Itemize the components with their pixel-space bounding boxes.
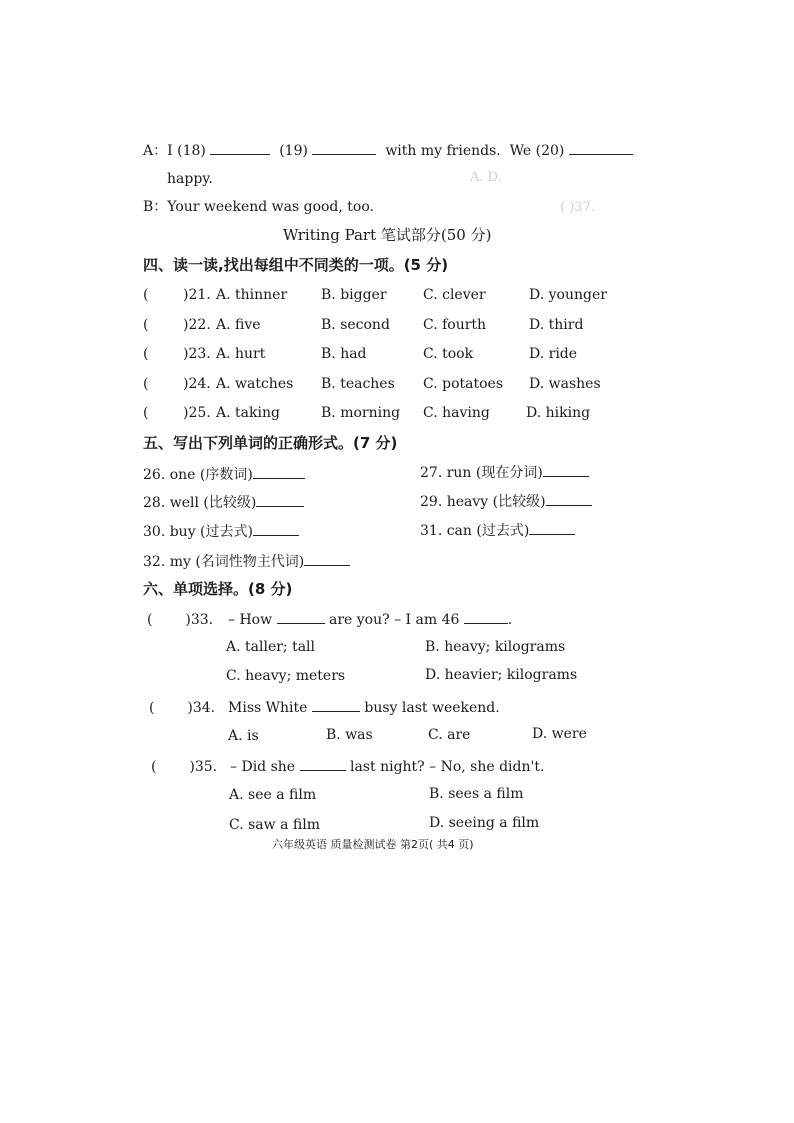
answer-paren[interactable]: ( bbox=[151, 759, 157, 775]
writing-part-title: Writing Part 笔试部分(50 分) bbox=[283, 226, 492, 244]
option-c: C. clever bbox=[423, 287, 486, 303]
option-b: B. had bbox=[321, 346, 367, 362]
option-c: C. potatoes bbox=[423, 376, 504, 392]
option-d: D. third bbox=[529, 317, 584, 333]
option-35-a: A. see a film bbox=[229, 787, 317, 803]
option-33-b: B. heavy; kilograms bbox=[425, 639, 566, 655]
option-35-d: D. seeing a film bbox=[429, 815, 540, 831]
answer-blank-31[interactable] bbox=[529, 520, 575, 535]
answer-blank-32[interactable] bbox=[304, 551, 350, 566]
option-a: A. watches bbox=[216, 376, 294, 392]
question-31 bbox=[420, 520, 575, 540]
blank-19-label: (19) bbox=[279, 143, 308, 159]
answer-blank[interactable] bbox=[464, 609, 508, 624]
answer-blank-29[interactable] bbox=[546, 491, 592, 506]
question-28-prompt: 28. well (比较级) bbox=[143, 495, 257, 511]
option-34-a: A. is bbox=[228, 728, 259, 744]
question-26 bbox=[143, 464, 305, 484]
question-33-stem-end: . bbox=[507, 612, 513, 628]
answer-paren[interactable]: ( bbox=[143, 405, 149, 421]
dialogue-b-line: B：Your weekend was good, too. bbox=[143, 199, 374, 215]
option-b: B. bigger bbox=[321, 287, 387, 303]
question-32 bbox=[143, 551, 350, 571]
question-29 bbox=[420, 491, 592, 511]
option-b: B. second bbox=[321, 317, 390, 333]
question-33-stem: – How bbox=[228, 612, 273, 628]
question-34-stem-cont: busy last weekend. bbox=[364, 700, 500, 716]
dialogue-a-line bbox=[143, 140, 633, 160]
section-6-heading: 六、单项选择。(8 分) bbox=[143, 580, 293, 598]
question-number: )22. bbox=[183, 317, 211, 333]
bleed-through-mark: ( )37. bbox=[560, 200, 595, 215]
question-number: )33. bbox=[185, 612, 214, 628]
answer-paren[interactable]: ( bbox=[143, 287, 149, 303]
option-d: D. ride bbox=[529, 346, 578, 362]
blank-19[interactable] bbox=[312, 140, 376, 155]
option-a: A. taking bbox=[216, 405, 280, 421]
answer-paren[interactable]: ( bbox=[143, 346, 149, 362]
blank-20[interactable] bbox=[569, 140, 633, 155]
question-33 bbox=[147, 609, 512, 629]
answer-paren[interactable]: ( bbox=[143, 317, 149, 333]
answer-blank[interactable] bbox=[277, 609, 325, 624]
option-33-d: D. heavier; kilograms bbox=[425, 667, 578, 683]
dialogue-a-text: with my friends. bbox=[385, 143, 501, 159]
option-d: D. hiking bbox=[526, 405, 591, 421]
option-a: A. thinner bbox=[216, 287, 288, 303]
question-29-prompt: 29. heavy (比较级) bbox=[420, 494, 546, 510]
option-d: D. washes bbox=[529, 376, 601, 392]
answer-blank-30[interactable] bbox=[253, 521, 299, 536]
option-b: B. morning bbox=[321, 405, 401, 421]
question-34-stem: Miss White bbox=[228, 700, 308, 716]
bleed-through-mark: A. D. bbox=[470, 170, 502, 185]
question-35-stem-cont: last night? – No, she didn't. bbox=[349, 759, 545, 775]
speaker-a-label: A： bbox=[143, 143, 168, 159]
option-c: C. fourth bbox=[423, 317, 487, 333]
answer-paren[interactable]: ( bbox=[149, 700, 155, 716]
option-33-c: C. heavy; meters bbox=[226, 668, 346, 684]
question-number: )24. bbox=[183, 376, 211, 392]
question-number: )23. bbox=[183, 346, 211, 362]
section-5-heading: 五、写出下列单词的正确形式。(7 分) bbox=[143, 434, 398, 452]
question-34 bbox=[149, 697, 500, 717]
question-35 bbox=[151, 756, 544, 776]
question-35-stem: – Did she bbox=[230, 759, 296, 775]
answer-paren[interactable]: ( bbox=[143, 376, 149, 392]
question-number: )21. bbox=[183, 287, 211, 303]
answer-blank-27[interactable] bbox=[543, 462, 589, 477]
question-33-stem-cont: are you? – I am 46 bbox=[329, 612, 460, 628]
option-c: C. took bbox=[423, 346, 474, 362]
answer-blank[interactable] bbox=[300, 756, 346, 771]
option-a: A. hurt bbox=[216, 346, 266, 362]
question-27-prompt: 27. run (现在分词) bbox=[420, 465, 543, 481]
question-28 bbox=[143, 492, 304, 512]
option-33-a: A. taller; tall bbox=[226, 639, 316, 655]
dialogue-a-continued: happy. bbox=[167, 171, 213, 187]
page-footer: 六年级英语 质量检测试卷 第2页( 共4 页) bbox=[272, 838, 474, 851]
option-a: A. five bbox=[216, 317, 261, 333]
question-32-prompt: 32. my (名词性物主代词) bbox=[143, 554, 305, 570]
blank-20-label: We (20) bbox=[509, 143, 565, 159]
answer-paren[interactable]: ( bbox=[147, 612, 153, 628]
question-number: )35. bbox=[189, 759, 218, 775]
option-c: C. having bbox=[423, 405, 490, 421]
option-34-b: B. was bbox=[326, 727, 373, 743]
answer-blank-26[interactable] bbox=[253, 464, 305, 479]
question-number: )34. bbox=[187, 700, 216, 716]
answer-blank[interactable] bbox=[312, 697, 360, 712]
question-30-prompt: 30. buy (过去式) bbox=[143, 524, 253, 540]
question-31-prompt: 31. can (过去式) bbox=[420, 523, 530, 539]
question-27 bbox=[420, 462, 589, 482]
section-4-heading: 四、读一读,找出每组中不同类的一项。(5 分) bbox=[143, 256, 449, 274]
option-35-b: B. sees a film bbox=[429, 786, 524, 802]
option-34-c: C. are bbox=[428, 727, 471, 743]
blank-18-label: I (18) bbox=[167, 143, 206, 159]
question-26-prompt: 26. one (序数词) bbox=[143, 467, 253, 483]
question-number: )25. bbox=[183, 405, 211, 421]
option-35-c: C. saw a film bbox=[229, 817, 320, 833]
question-30 bbox=[143, 521, 299, 541]
blank-18[interactable] bbox=[210, 140, 270, 155]
option-b: B. teaches bbox=[321, 376, 395, 392]
option-34-d: D. were bbox=[532, 726, 587, 742]
option-d: D. younger bbox=[529, 287, 607, 303]
answer-blank-28[interactable] bbox=[256, 492, 304, 507]
